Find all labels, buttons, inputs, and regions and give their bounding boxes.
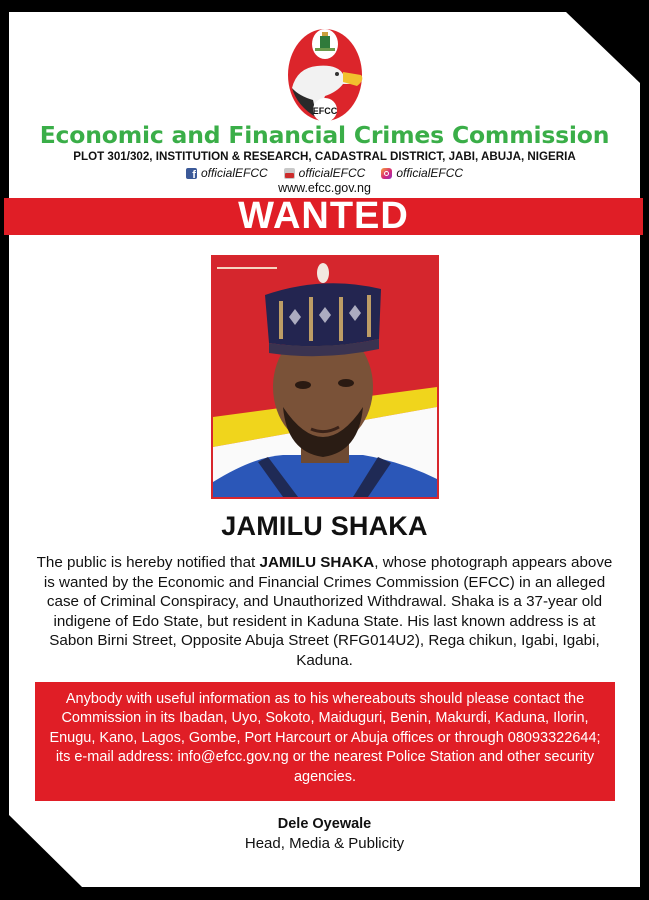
instagram-handle: officialEFCC	[396, 166, 464, 180]
contact-info-box	[35, 682, 615, 801]
suspect-photo	[211, 255, 439, 499]
signatory-title: Head, Media & Publicity	[244, 835, 405, 852]
youtube-handle: officialEFCC	[298, 166, 366, 180]
notice-body: , whose photograph appears above is wanted by the Economic and Financial Crimes Commission (EFCC) in an alleged case of Criminal Conspiracy, and Unauthorized Withdrawal. Shaka is a 37-year old indigene of Edo State, but resident in Kaduna State. His last known address is at Sabon Birni Street, Opposite Abuja Street (RFG014U2), Rega chikun, Igabi, Igabi, Kaduna.	[43, 554, 613, 669]
instagram-link[interactable]	[381, 166, 463, 180]
suspect-name: JAMILU SHAKA	[221, 511, 428, 541]
wanted-title: WANTED	[238, 195, 409, 237]
organization-address: PLOT 301/302, INSTITUTION & RESEARCH, CADASTRAL DISTRICT, JABI, ABUJA, NIGERIA	[73, 150, 576, 163]
notice-intro: The public is hereby notified that	[36, 554, 260, 571]
facebook-icon	[186, 168, 197, 179]
svg-text:EFCC: EFCC	[312, 106, 338, 116]
notice-paragraph	[30, 553, 619, 671]
facebook-link[interactable]	[186, 166, 268, 180]
organization-name: Economic and Financial Crimes Commission	[39, 121, 610, 149]
signatory-block	[0, 815, 649, 853]
instagram-icon	[381, 168, 392, 179]
youtube-link[interactable]	[284, 166, 366, 180]
wanted-banner	[4, 195, 643, 237]
contact-info-text: Anybody with useful information as to his whereabouts should please contact the Commission in its Ibadan, Uyo, Sokoto, Maiduguri, Benin, Makurdi, Kaduna, Ilorin, Enugu, Kano, Lagos, Gombe, Port Harcourt or Abuja offices or through 08093322644; its e-mail address: info@efcc.gov.ng or the nearest Police Station and other security agencies.	[49, 691, 601, 785]
social-links	[0, 166, 649, 180]
signatory-name: Dele Oyewale	[277, 816, 372, 832]
notice-suspect-name: JAMILU SHAKA	[259, 554, 375, 571]
suspect-portrait-icon	[213, 257, 437, 497]
website-link[interactable]: www.efcc.gov.ng	[278, 181, 371, 195]
facebook-handle: officialEFCC	[200, 166, 268, 180]
efcc-logo-icon	[277, 26, 373, 122]
youtube-icon	[284, 168, 295, 179]
